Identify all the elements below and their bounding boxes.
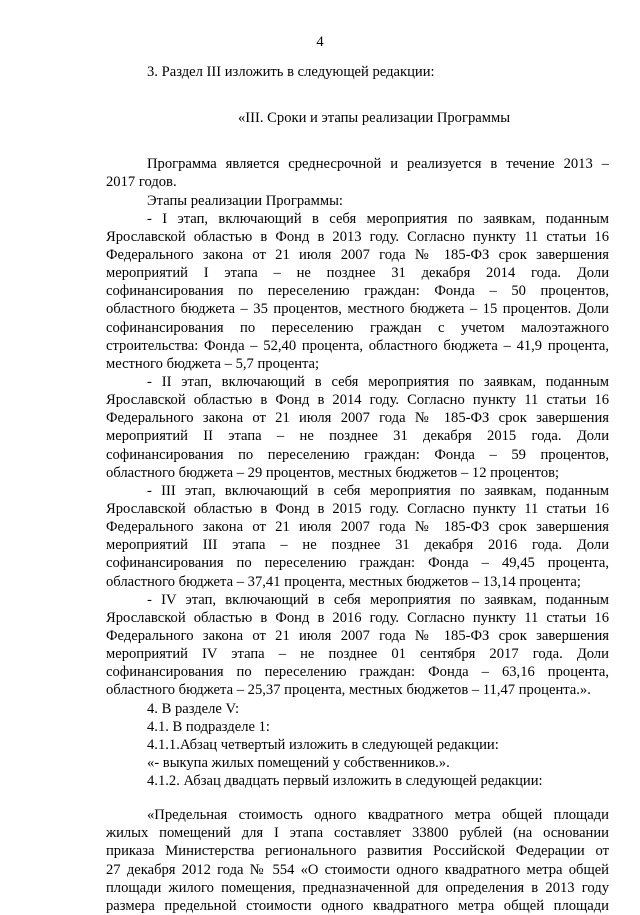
text-line: приказа Министерства регионального развития Российской Федерации от (106, 843, 609, 860)
text-line: мероприятий I этапа – не позднее 31 декабря 2014 года. Доли (106, 265, 609, 282)
text-line: 3. Раздел III изложить в следующей редакции: (147, 64, 435, 80)
text-line: - III этап, включающий в себя мероприятия по заявкам, поданным (147, 482, 609, 499)
text-line: площади жилого помещения, предназначенной для определения в 2013 году (106, 879, 609, 896)
paragraph-spacer (106, 790, 609, 806)
text-line: Этапы реализации Программы: (147, 192, 343, 209)
paragraph-spacer (106, 81, 609, 109)
text-line: «- выкупа жилых помещений у собственников.». (147, 754, 450, 771)
text-line: мероприятий III этапа – не позднее 31 декабря 2016 года. Доли (106, 537, 609, 554)
text-line: софинансирования по переселению граждан: Фонда – 59 процентов, (106, 446, 609, 463)
text-line: Ярославской областью в Фонд в 2014 году. Согласно пункту 11 статьи 16 (106, 392, 609, 409)
text-line: - IV этап, включающий в себя мероприятия по заявкам, поданным (147, 591, 609, 608)
text-line: областного бюджета – 29 процентов, местных бюджетов – 12 процентов; (106, 464, 560, 481)
text-line: софинансирования по переселению граждан: Фонда – 50 процентов, (106, 283, 609, 300)
text-line: 4.1.2. Абзац двадцать первый изложить в следующей редакции: (147, 773, 543, 790)
text-line: 4.1. В подразделе 1: (147, 718, 270, 735)
text-line: Ярославской областью в Фонд в 2013 году. Согласно пункту 11 статьи 16 (106, 228, 609, 245)
text-line: областного бюджета – 37,41 процента, местных бюджетов – 13,14 процента; (106, 573, 581, 590)
text-line: софинансирования по переселению граждан с учетом малоэтажного (106, 319, 609, 336)
text-line: Федерального закона от 21 июля 2007 года № 185-ФЗ срок завершения (106, 410, 609, 427)
text-line: - II этап, включающий в себя мероприятия по заявкам, поданным (147, 373, 609, 390)
text-line: Программа является среднесрочной и реализуется в течение 2013 – (147, 156, 609, 173)
text-line: областного бюджета – 25,37 процента, местных бюджетов – 11,47 процента.». (106, 682, 591, 699)
text-line: софинансирования по переселению граждан: Фонда – 63,16 процента, (106, 664, 609, 681)
text-line: софинансирования по переселению граждан: Фонда – 49,45 процента, (106, 555, 609, 572)
text-line: 4.1.1.Абзац четвертый изложить в следующей редакции: (147, 736, 499, 753)
document-body (106, 63, 609, 915)
text-line: Федерального закона от 21 июля 2007 года № 185-ФЗ срок завершения (106, 519, 609, 536)
text-line: Федерального закона от 21 июля 2007 года № 185-ФЗ срок завершения (106, 246, 609, 263)
text-line: 27 декабря 2012 года № 554 «О стоимости одного квадратного метра общей (106, 861, 609, 878)
text-line: мероприятий IV этапа – не позднее 01 сентября 2017 года. Доли (106, 646, 609, 663)
page-number: 4 (316, 34, 324, 50)
text-line: «Предельная стоимость одного квадратного метра общей площади (147, 807, 609, 824)
text-line: местного бюджета – 5,7 процента; (106, 355, 320, 372)
text-line: Ярославской областью в Фонд в 2016 году. Согласно пункту 11 статьи 16 (106, 609, 609, 626)
text-line: - I этап, включающий в себя мероприятия по заявкам, поданным (147, 210, 609, 227)
text-line: 4. В разделе V: (147, 700, 240, 717)
text-line: областного бюджета – 35 процентов, местного бюджета – 15 процентов. Доли (106, 301, 609, 318)
text-line: строительства: Фонда – 52,40 процента, областного бюджета – 41,9 процента, (106, 337, 609, 354)
text-line: жилых помещений для I этапа составляет 33800 рублей (на основании (106, 825, 609, 842)
text-line: 2017 годов. (106, 174, 177, 191)
text-line: Ярославской областью в Фонд в 2015 году. Согласно пункту 11 статьи 16 (106, 500, 609, 517)
text-line: «III. Сроки и этапы реализации Программы (238, 110, 511, 127)
text-line: размера предельной стоимости одного квадратного метра общей площади (106, 897, 609, 914)
paragraph-spacer (106, 127, 609, 155)
text-line: мероприятий II этапа – не позднее 31 декабря 2015 года. Доли (106, 428, 609, 445)
text-line: Федерального закона от 21 июля 2007 года № 185-ФЗ срок завершения (106, 627, 609, 644)
